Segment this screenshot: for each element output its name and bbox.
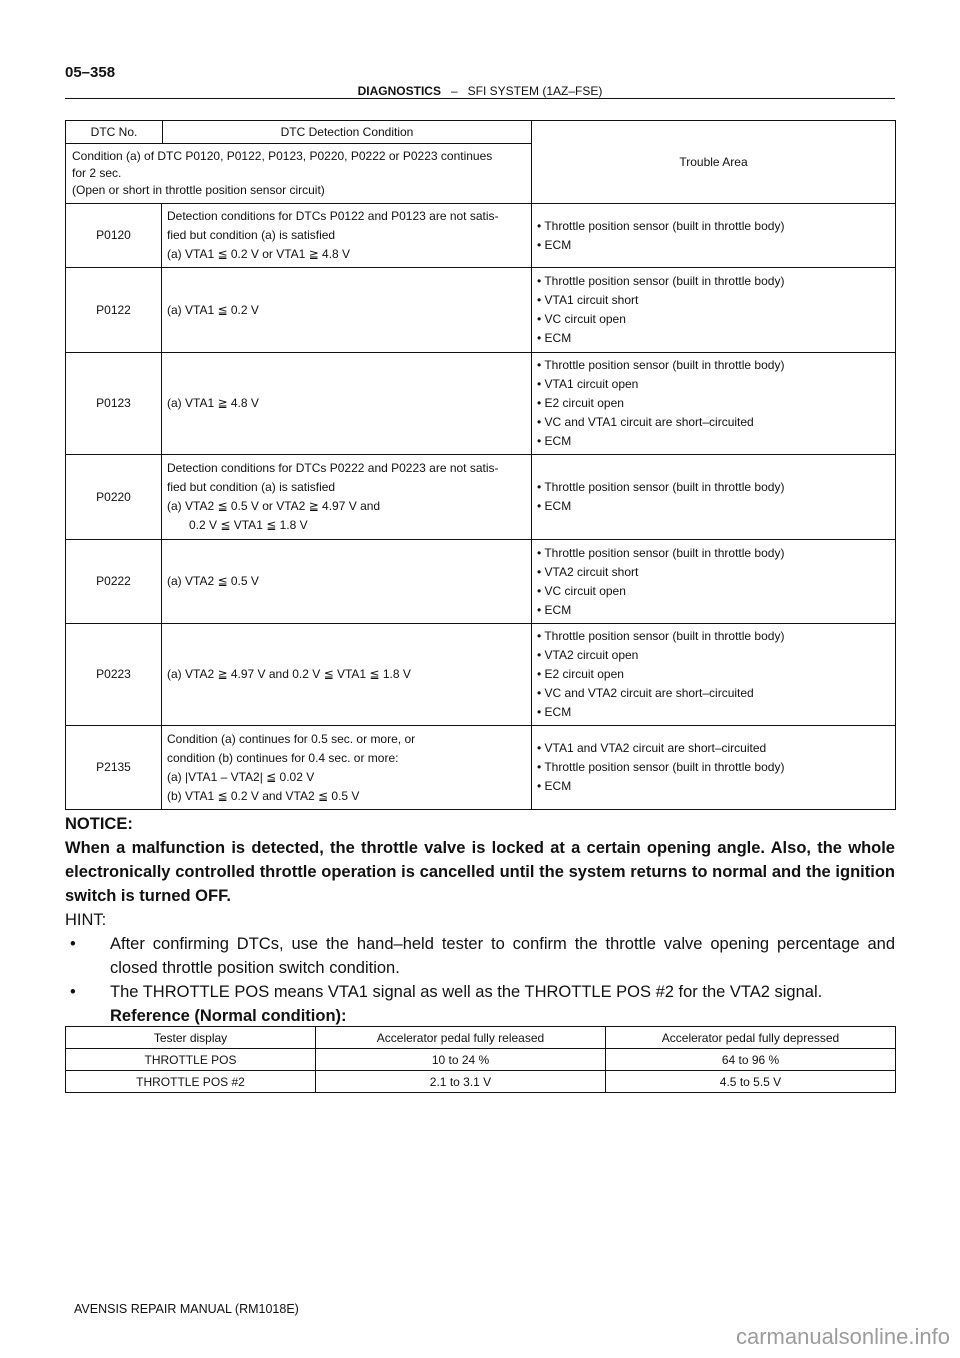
header-condition-line: Condition (a) of DTC P0120, P0122, P0123, P0220, P0222 or P0223 continues: [72, 149, 493, 163]
header-rule: [65, 98, 895, 99]
col-detection-condition: DTC Detection Condition: [280, 125, 414, 139]
trouble-area: [532, 455, 896, 540]
area-item: • VC and VTA1 circuit are short–circuited: [537, 415, 754, 429]
dtc-code: P0220: [66, 455, 162, 540]
area-item: • Throttle position sensor (built in throttle body): [537, 760, 785, 774]
ref-header-cell: Accelerator pedal fully released: [316, 1027, 606, 1049]
condition-line: (b) VTA1 ≦ 0.2 V and VTA2 ≦ 0.5 V: [167, 788, 360, 803]
trouble-area: [532, 726, 896, 810]
area-item: • ECM: [537, 705, 572, 719]
dtc-condition: [162, 204, 532, 268]
header-separator: –: [450, 84, 458, 98]
hint-bullet-text: After confirming DTCs, use the hand–held tester to confirm the throttle valve opening percentage and closed throttle position switch condition.: [110, 935, 895, 977]
area-item: • VC circuit open: [537, 312, 626, 326]
ref-cell: 10 to 24 %: [316, 1049, 606, 1071]
dtc-condition: [162, 455, 532, 540]
condition-line: 0.2 V ≦ VTA1 ≦ 1.8 V: [189, 518, 308, 532]
page-number: 05–358: [65, 64, 116, 81]
area-item: • VC and VTA2 circuit are short–circuited: [537, 686, 754, 700]
reference-header-row: [66, 1027, 896, 1049]
dtc-condition: [162, 540, 532, 624]
condition-line: condition (b) continues for 0.4 sec. or more:: [167, 750, 399, 765]
table-row: [66, 1071, 896, 1093]
ref-cell: THROTTLE POS: [66, 1049, 316, 1071]
page-footer: AVENSIS REPAIR MANUAL (RM1018E): [74, 1302, 299, 1316]
area-item: • Throttle position sensor (built in throttle body): [537, 218, 785, 233]
condition-line: Condition (a) continues for 0.5 sec. or more, or: [167, 731, 416, 746]
dtc-header-row: [66, 121, 896, 204]
dtc-table: [65, 120, 896, 810]
dtc-condition: [162, 268, 532, 353]
area-item: • Throttle position sensor (built in throttle body): [537, 480, 785, 494]
condition-line: (a) VTA2 ≦ 0.5 V: [167, 574, 259, 588]
trouble-area: [532, 353, 896, 455]
area-item: • ECM: [537, 434, 572, 448]
dtc-code: P0223: [66, 624, 162, 726]
hint-bullet: [65, 980, 895, 1004]
area-item: • Throttle position sensor (built in throttle body): [537, 629, 785, 643]
dtc-code: P0222: [66, 540, 162, 624]
condition-line: (a) VTA1 ≦ 0.2 V or VTA1 ≧ 4.8 V: [167, 247, 351, 261]
area-item: • Throttle position sensor (built in throttle body): [537, 274, 785, 288]
header-subsection: SFI SYSTEM (1AZ–FSE): [467, 84, 603, 98]
condition-line: (a) VTA2 ≧ 4.97 V and 0.2 V ≦ VTA1 ≦ 1.8 V: [167, 667, 411, 681]
area-item: • Throttle position sensor (built in throttle body): [537, 545, 785, 560]
table-row: [66, 624, 896, 726]
area-item: • VTA1 circuit open: [537, 377, 639, 391]
area-item: • VTA2 circuit short: [537, 564, 639, 579]
ref-cell: 2.1 to 3.1 V: [316, 1071, 606, 1093]
notice-section: [65, 812, 895, 1028]
ref-cell: THROTTLE POS #2: [66, 1071, 316, 1093]
ref-header-cell: Tester display: [66, 1027, 316, 1049]
dtc-code: P0120: [66, 204, 162, 268]
trouble-area: [532, 624, 896, 726]
ref-cell: 64 to 96 %: [606, 1049, 896, 1071]
hint-title: HINT:: [65, 911, 107, 929]
table-row: [66, 204, 896, 268]
header-condition-line: for 2 sec.: [72, 166, 122, 180]
condition-line: fied but condition (a) is satisfied: [167, 480, 336, 494]
condition-line: (a) VTA2 ≦ 0.5 V or VTA2 ≧ 4.97 V and: [167, 499, 381, 513]
dtc-code: P2135: [66, 726, 162, 810]
table-row: [66, 353, 896, 455]
condition-line: Detection conditions for DTCs P0122 and P0123 are not satis-: [167, 209, 499, 223]
condition-line: Detection conditions for DTCs P0222 and P0223 are not satis-: [167, 461, 499, 475]
reference-label: Reference (Normal condition):: [110, 1007, 347, 1025]
header-condition: [66, 144, 531, 203]
dtc-condition: [162, 624, 532, 726]
watermark: carmanualsonline.info: [735, 1324, 950, 1349]
reference-table: [65, 1026, 896, 1093]
trouble-area: [532, 540, 896, 624]
area-item: • E2 circuit open: [537, 396, 624, 410]
area-item: • ECM: [537, 237, 572, 252]
area-item: • E2 circuit open: [537, 667, 624, 681]
table-row: [66, 540, 896, 624]
running-header: [0, 84, 960, 98]
notice-body: When a malfunction is detected, the throttle valve is locked at a certain opening angle. Also, the whole electronically controlled throttle operation is cancelled until the system returns to normal and the ignition switch is turned OFF.: [65, 839, 895, 905]
trouble-area: [532, 204, 896, 268]
col-dtc-no: DTC No.: [66, 121, 163, 143]
table-row: [66, 726, 896, 810]
table-row: [66, 268, 896, 353]
dtc-header-left: [66, 121, 532, 204]
header-section: DIAGNOSTICS: [357, 84, 441, 98]
hint-bullet: [65, 932, 895, 980]
area-item: • ECM: [537, 779, 572, 793]
col-trouble-area: Trouble Area: [532, 121, 896, 204]
condition-line: (a) VTA1 ≧ 4.8 V: [167, 396, 259, 410]
area-item: • VTA1 circuit short: [537, 293, 639, 307]
table-row: [66, 1049, 896, 1071]
header-condition-line: (Open or short in throttle position sensor circuit): [72, 183, 325, 197]
ref-cell: 4.5 to 5.5 V: [606, 1071, 896, 1093]
table-row: [66, 455, 896, 540]
dtc-condition: [162, 353, 532, 455]
dtc-code: P0122: [66, 268, 162, 353]
area-item: • VTA1 and VTA2 circuit are short–circuited: [537, 741, 767, 755]
area-item: • VTA2 circuit open: [537, 648, 639, 662]
trouble-area: [532, 268, 896, 353]
ref-header-cell: Accelerator pedal fully depressed: [606, 1027, 896, 1049]
condition-line: fied but condition (a) is satisfied: [167, 228, 336, 242]
area-item: • Throttle position sensor (built in throttle body): [537, 358, 785, 372]
area-item: • ECM: [537, 602, 572, 617]
notice-title: NOTICE:: [65, 815, 133, 833]
bullet-icon: •: [70, 935, 76, 953]
hint-bullet-text: The THROTTLE POS means VTA1 signal as well as the THROTTLE POS #2 for the VTA2 signal.: [110, 983, 823, 1001]
bullet-icon: •: [70, 983, 76, 1001]
area-item: • VC circuit open: [537, 583, 626, 598]
condition-line: (a) VTA1 ≦ 0.2 V: [167, 302, 259, 317]
condition-line: (a) |VTA1 – VTA2| ≦ 0.02 V: [167, 769, 315, 784]
dtc-condition: [162, 726, 532, 810]
area-item: • ECM: [537, 499, 572, 513]
dtc-code: P0123: [66, 353, 162, 455]
area-item: • ECM: [537, 331, 572, 345]
